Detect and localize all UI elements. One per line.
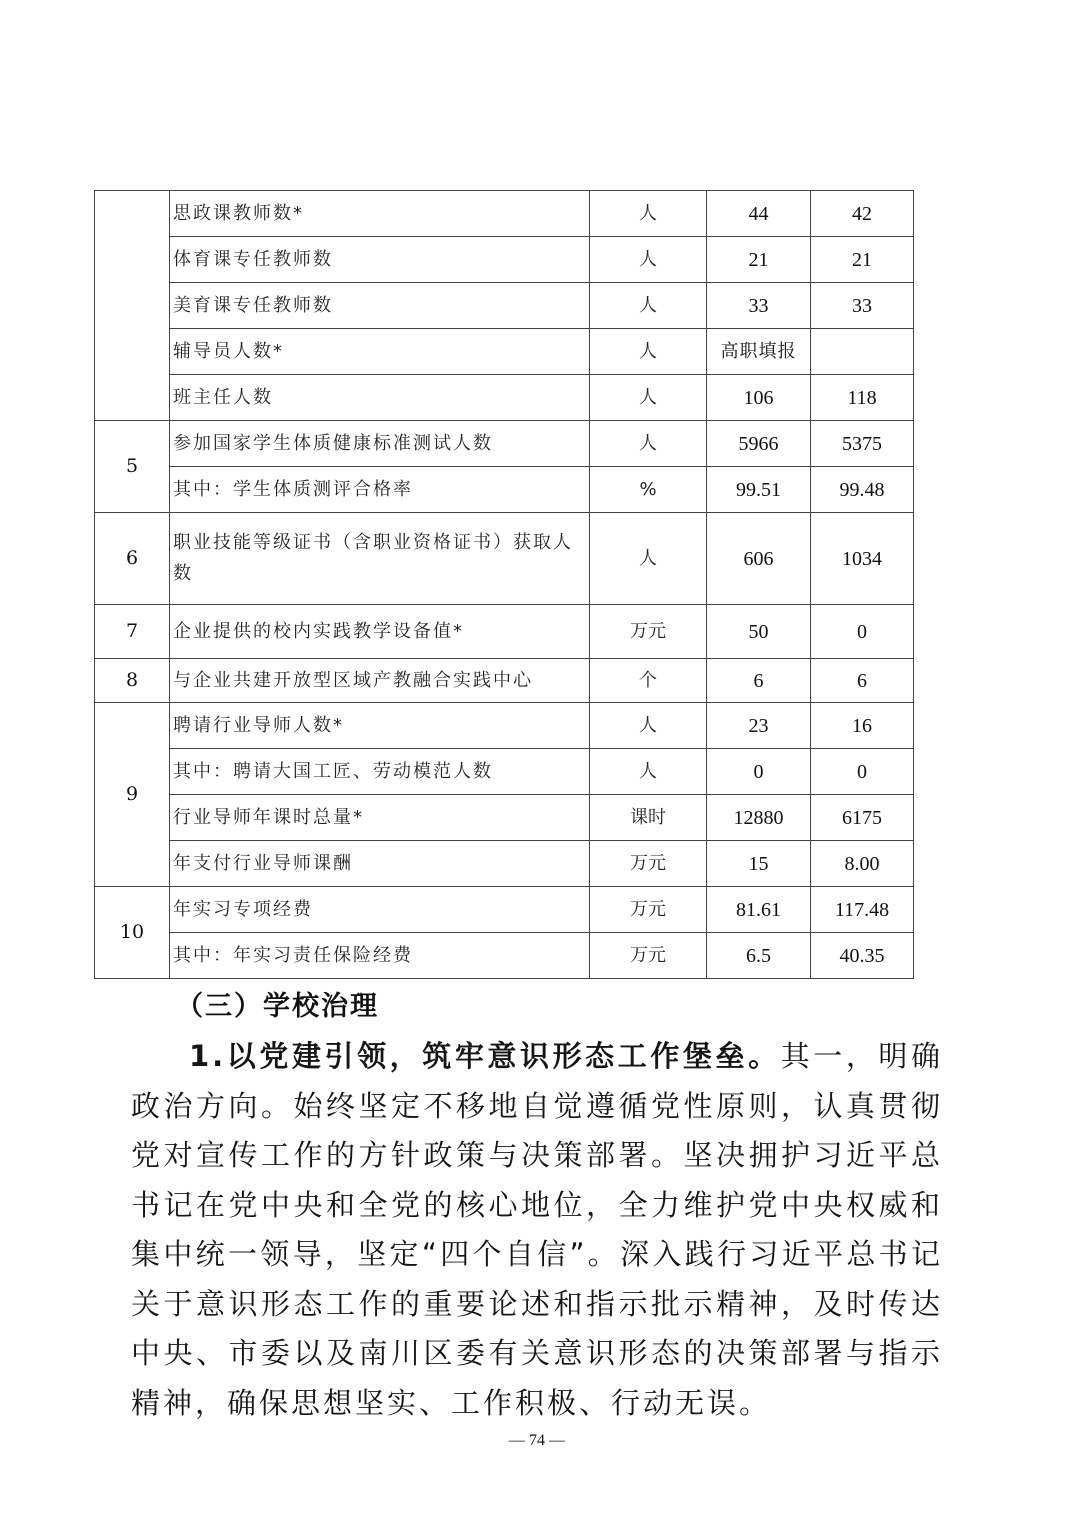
value-cell-1: 6.5 bbox=[707, 933, 811, 979]
row-number: 10 bbox=[95, 887, 170, 979]
table-row bbox=[95, 795, 914, 841]
indicator-cell: 其中：聘请大国工匠、劳动模范人数 bbox=[170, 749, 590, 795]
statistics-table bbox=[94, 190, 914, 979]
value-cell-2: 5375 bbox=[811, 421, 914, 467]
page-number: — 74 — bbox=[509, 1432, 565, 1449]
value-cell-2: 6 bbox=[811, 659, 914, 703]
row-number bbox=[95, 191, 170, 421]
table-row bbox=[95, 191, 914, 237]
value-cell-2: 16 bbox=[811, 703, 914, 749]
value-cell-2: 40.35 bbox=[811, 933, 914, 979]
row-number: 8 bbox=[95, 659, 170, 703]
value-cell-1: 33 bbox=[707, 283, 811, 329]
row-number: 5 bbox=[95, 421, 170, 513]
value-cell-1: 606 bbox=[707, 513, 811, 605]
section-heading: （三）学校治理 bbox=[176, 991, 379, 1022]
value-cell-2: 118 bbox=[811, 375, 914, 421]
value-cell-1: 12880 bbox=[707, 795, 811, 841]
value-cell-2: 1034 bbox=[811, 513, 914, 605]
indicator-cell: 行业导师年课时总量* bbox=[170, 795, 590, 841]
indicator-cell: 年实习专项经费 bbox=[170, 887, 590, 933]
paragraph-lead: 1.以党建引领，筑牢意识形态工作堡垒。 bbox=[189, 1039, 781, 1073]
unit-cell: 万元 bbox=[590, 933, 707, 979]
value-cell-2: 0 bbox=[811, 605, 914, 659]
indicator-cell: 班主任人数 bbox=[170, 375, 590, 421]
unit-cell: 人 bbox=[590, 749, 707, 795]
unit-cell: 人 bbox=[590, 237, 707, 283]
value-cell-2: 6175 bbox=[811, 795, 914, 841]
value-cell-1: 15 bbox=[707, 841, 811, 887]
indicator-cell: 企业提供的校内实践教学设备值* bbox=[170, 605, 590, 659]
indicator-cell: 职业技能等级证书（含职业资格证书）获取人数 bbox=[170, 513, 590, 605]
table-body bbox=[95, 191, 914, 979]
table-row bbox=[95, 375, 914, 421]
table-row bbox=[95, 467, 914, 513]
body-paragraph bbox=[131, 1032, 943, 1428]
row-number: 9 bbox=[95, 703, 170, 887]
indicator-cell: 与企业共建开放型区域产教融合实践中心 bbox=[170, 659, 590, 703]
unit-cell: 万元 bbox=[590, 841, 707, 887]
indicator-cell: 辅导员人数* bbox=[170, 329, 590, 375]
indicator-cell: 其中：年实习责任保险经费 bbox=[170, 933, 590, 979]
value-cell-2: 42 bbox=[811, 191, 914, 237]
table-row bbox=[95, 605, 914, 659]
unit-cell: 万元 bbox=[590, 605, 707, 659]
value-cell-2: 0 bbox=[811, 749, 914, 795]
table-row bbox=[95, 703, 914, 749]
table-row bbox=[95, 749, 914, 795]
table-row bbox=[95, 513, 914, 605]
value-cell-1: 高职填报 bbox=[707, 329, 811, 375]
paragraph-body: 其一，明确政治方向。始终坚定不移地自觉遵循党性原则，认真贯彻党对宣传工作的方针政策与决策部署。坚决拥护习近平总书记在党中央和全党的核心地位，全力维护党中央权威和集中统一领导，坚定“四个自信”。深入践行习近平总书记关于意识形态工作的重要论述和指示批示精神，及时传达中央、市委以及南川区委有关意识形态的决策部署与指示精神，确保思想坚实、工作积极、行动无误。 bbox=[131, 1039, 943, 1420]
table-row bbox=[95, 237, 914, 283]
unit-cell: 万元 bbox=[590, 887, 707, 933]
value-cell-1: 6 bbox=[707, 659, 811, 703]
table-row bbox=[95, 841, 914, 887]
unit-cell: 人 bbox=[590, 513, 707, 605]
value-cell-1: 99.51 bbox=[707, 467, 811, 513]
table-row bbox=[95, 283, 914, 329]
value-cell-1: 23 bbox=[707, 703, 811, 749]
value-cell-1: 81.61 bbox=[707, 887, 811, 933]
value-cell-1: 21 bbox=[707, 237, 811, 283]
value-cell-2: 99.48 bbox=[811, 467, 914, 513]
value-cell-1: 44 bbox=[707, 191, 811, 237]
indicator-cell: 美育课专任教师数 bbox=[170, 283, 590, 329]
table-row bbox=[95, 659, 914, 703]
unit-cell: % bbox=[590, 467, 707, 513]
unit-cell: 人 bbox=[590, 191, 707, 237]
unit-cell: 人 bbox=[590, 421, 707, 467]
unit-cell: 人 bbox=[590, 703, 707, 749]
table-row bbox=[95, 933, 914, 979]
value-cell-1: 106 bbox=[707, 375, 811, 421]
value-cell-1: 50 bbox=[707, 605, 811, 659]
unit-cell: 课时 bbox=[590, 795, 707, 841]
indicator-cell: 参加国家学生体质健康标准测试人数 bbox=[170, 421, 590, 467]
indicator-cell: 聘请行业导师人数* bbox=[170, 703, 590, 749]
indicator-cell: 其中：学生体质测评合格率 bbox=[170, 467, 590, 513]
value-cell-2: 21 bbox=[811, 237, 914, 283]
table-row bbox=[95, 329, 914, 375]
row-number: 7 bbox=[95, 605, 170, 659]
unit-cell: 人 bbox=[590, 329, 707, 375]
value-cell-2: 33 bbox=[811, 283, 914, 329]
value-cell-2: 8.00 bbox=[811, 841, 914, 887]
table-row bbox=[95, 421, 914, 467]
table-row bbox=[95, 887, 914, 933]
unit-cell: 人 bbox=[590, 283, 707, 329]
value-cell-1: 0 bbox=[707, 749, 811, 795]
unit-cell: 个 bbox=[590, 659, 707, 703]
indicator-cell: 年支付行业导师课酬 bbox=[170, 841, 590, 887]
row-number: 6 bbox=[95, 513, 170, 605]
indicator-cell: 体育课专任教师数 bbox=[170, 237, 590, 283]
unit-cell: 人 bbox=[590, 375, 707, 421]
value-cell-1: 5966 bbox=[707, 421, 811, 467]
value-cell-2: 117.48 bbox=[811, 887, 914, 933]
indicator-cell: 思政课教师数* bbox=[170, 191, 590, 237]
value-cell-2 bbox=[811, 329, 914, 375]
